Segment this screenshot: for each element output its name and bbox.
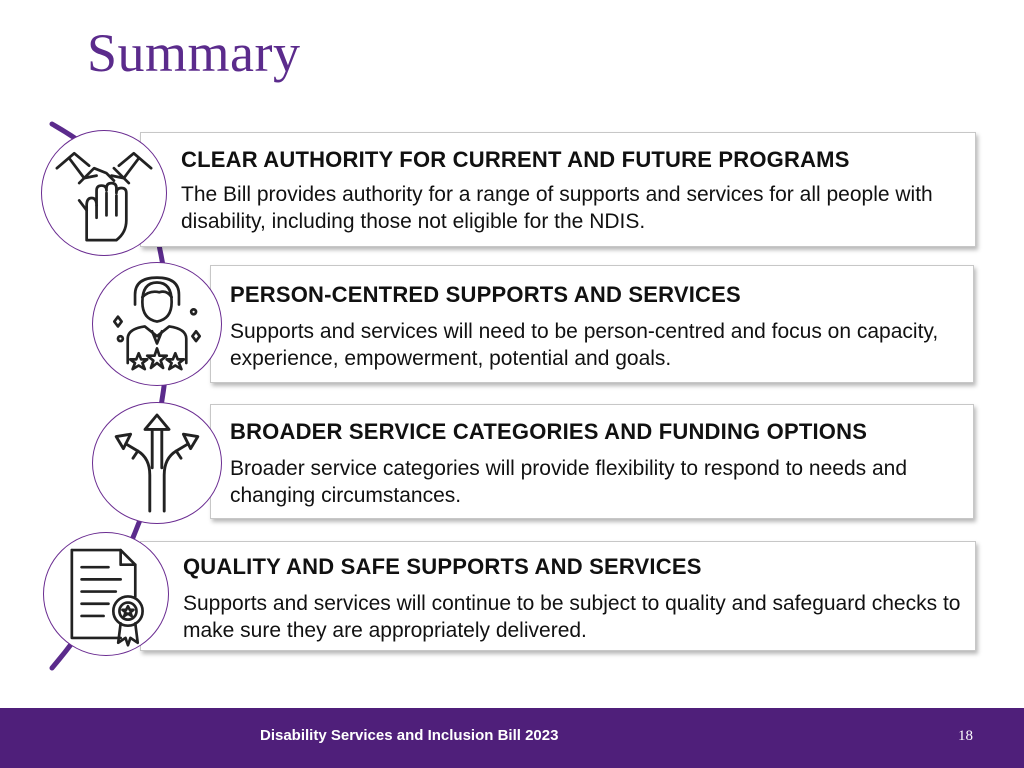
card-heading: CLEAR AUTHORITY FOR CURRENT AND FUTURE PROGRAMS — [181, 147, 850, 172]
card-heading: PERSON-CENTRED SUPPORTS AND SERVICES — [230, 282, 741, 307]
certificate-icon — [43, 532, 169, 656]
summary-card-person-centred — [210, 265, 974, 383]
page-number: 18 — [958, 728, 973, 744]
card-heading: QUALITY AND SAFE SUPPORTS AND SERVICES — [183, 554, 702, 579]
card-body: Supports and services will continue to be subject to quality and safeguard checks to make sure they are appropriately delivered. — [183, 592, 961, 642]
summary-card-quality-safe — [140, 541, 976, 651]
card-body: The Bill provides authority for a range of supports and services for all people with disability, including those not eligible for the NDIS. — [181, 183, 933, 233]
summary-card-authority — [140, 132, 976, 247]
slide-title: Summary — [87, 23, 301, 83]
hands-teamwork-icon — [41, 130, 167, 256]
branching-arrows-icon — [92, 402, 222, 524]
footer-title: Disability Services and Inclusion Bill 2023 — [260, 727, 559, 744]
summary-card-service-categories — [210, 404, 974, 519]
footer-bar — [0, 708, 1024, 768]
card-body: Broader service categories will provide flexibility to respond to needs and changing circumstances. — [230, 457, 908, 507]
person-stars-icon — [92, 262, 222, 386]
card-heading: BROADER SERVICE CATEGORIES AND FUNDING OPTIONS — [230, 419, 868, 444]
card-body: Supports and services will need to be person-centred and focus on capacity, experience, empowerment, potential and goals. — [230, 320, 939, 370]
